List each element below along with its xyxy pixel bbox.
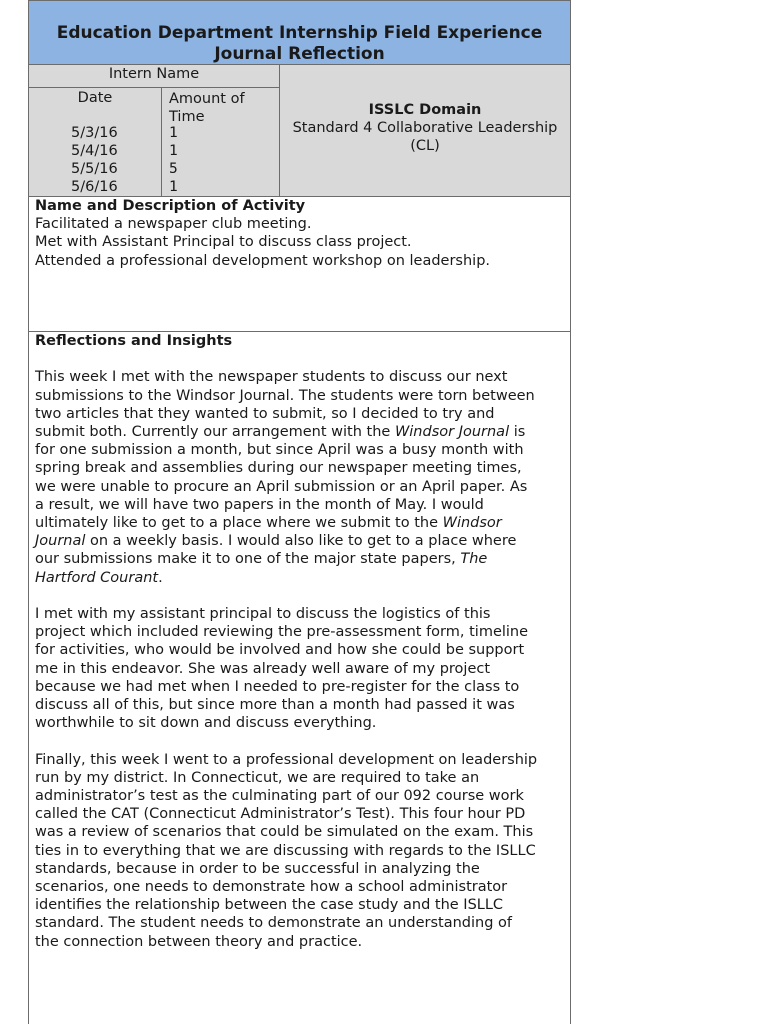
text-line: administrator’s test as the culminating part of our 092 course work (35, 788, 524, 805)
text-line: standards, because in order to be successful in analyzing the (35, 860, 480, 877)
italic-title: The (460, 551, 488, 568)
text-run: on a weekly basis. I would also like to get to a place where (85, 533, 517, 550)
entry-amount: 1 (169, 179, 178, 195)
activity-line: Met with Assistant Principal to discuss class project. (35, 234, 412, 251)
reflection-paragraph-3 (35, 751, 564, 951)
text-line: ties in to everything that we are discussing with regards to the ISLLC (35, 842, 536, 859)
entry-date: 5/3/16 (71, 125, 118, 141)
domain-code: (CL) (410, 138, 440, 154)
entry-date: 5/4/16 (71, 143, 118, 159)
italic-title: Hartford Courant (35, 569, 159, 586)
text-line (35, 423, 564, 441)
date-header: Date (77, 90, 113, 106)
form-title (28, 0, 571, 65)
reflections-section (28, 331, 571, 1024)
text-line: scenarios, one needs to demonstrate how a school administrator (35, 879, 508, 896)
text-line: because we had met when I needed to pre-register for the class to (35, 678, 520, 695)
entry-date: 5/6/16 (71, 179, 118, 195)
activity-heading: Name and Description of Activity (35, 198, 306, 214)
domain-cell (279, 64, 571, 197)
domain-standard: Standard 4 Collaborative Leadership (292, 120, 558, 136)
entry-date: 5/5/16 (71, 161, 118, 177)
text-line: identifies the relationship between the case study and the ISLLC (35, 897, 504, 914)
activity-line: Facilitated a newspaper club meeting. (35, 216, 312, 233)
reflection-paragraph-2 (35, 605, 564, 732)
text-line: spring break and assemblies during our newspaper meeting times, (35, 460, 522, 477)
text-line (35, 514, 564, 532)
activity-section (28, 196, 571, 332)
entry-amount: 1 (169, 143, 178, 159)
text-line: run by my district. In Connecticut, we are required to take an (35, 769, 480, 786)
form-title-line1: Education Department Internship Field Experience (56, 23, 543, 43)
amount-column (161, 87, 280, 197)
text-line: worthwhile to sit down and discuss everything. (35, 715, 377, 732)
text-line: a result, we will have two papers in the month of May. I would (35, 496, 484, 513)
activity-line: Attended a professional development workshop on leadership. (35, 252, 491, 269)
text-line: I met with my assistant principal to discuss the logistics of this (35, 606, 491, 623)
form-title-line2: Journal Reflection (214, 44, 385, 64)
entry-amount: 5 (169, 161, 178, 177)
text-line (35, 532, 564, 550)
text-run: ultimately like to get to a place where we submit to the (35, 515, 443, 532)
text-run: our submissions make it to one of the major state papers, (35, 551, 461, 568)
reflection-paragraph-1 (35, 368, 564, 586)
text-line: two articles that they wanted to submit, so I decided to try and (35, 405, 495, 422)
amount-header (162, 88, 279, 124)
domain-title: ISSLC Domain (368, 102, 482, 118)
reflections-heading: Reflections and Insights (35, 333, 233, 349)
text-line: for activities, who would be involved and how she could be support (35, 642, 525, 659)
text-run: . (158, 569, 163, 586)
text-line (35, 569, 564, 587)
entry-amount: 1 (169, 125, 178, 141)
text-line: standard. The student needs to demonstrate an understanding of (35, 915, 513, 932)
text-line: This week I met with the newspaper students to discuss our next (35, 369, 508, 386)
text-line: we were unable to procure an April submission or an April paper. As (35, 478, 528, 495)
text-line: was a review of scenarios that could be simulated on the exam. This (35, 824, 534, 841)
italic-title: Journal (35, 533, 86, 550)
text-line: called the CAT (Connecticut Administrator’s Test). This four hour PD (35, 806, 526, 823)
text-line: discuss all of this, but since more than a month had passed it was (35, 697, 515, 714)
text-line: me in this endeavor. She was already well aware of my project (35, 660, 491, 677)
text-run: submit both. Currently our arrangement with the (35, 424, 395, 440)
amount-header-line1: Amount of (169, 91, 245, 107)
text-line: project which included reviewing the pre-assessment form, timeline (35, 624, 529, 641)
text-line: submissions to the Windsor Journal. The students were torn between (35, 387, 535, 404)
amount-header-line2: Time (169, 109, 205, 125)
text-line: for one submission a month, but since April was a busy month with (35, 442, 524, 459)
date-column (28, 87, 162, 197)
italic-title: Windsor Journal (394, 424, 510, 440)
text-line: the connection between theory and practice. (35, 933, 363, 950)
intern-name-label: Intern Name (28, 64, 280, 88)
italic-title: Windsor (442, 515, 502, 532)
text-line (35, 550, 564, 568)
text-line: Finally, this week I went to a professional development on leadership (35, 751, 538, 768)
text-run: is (509, 424, 526, 440)
